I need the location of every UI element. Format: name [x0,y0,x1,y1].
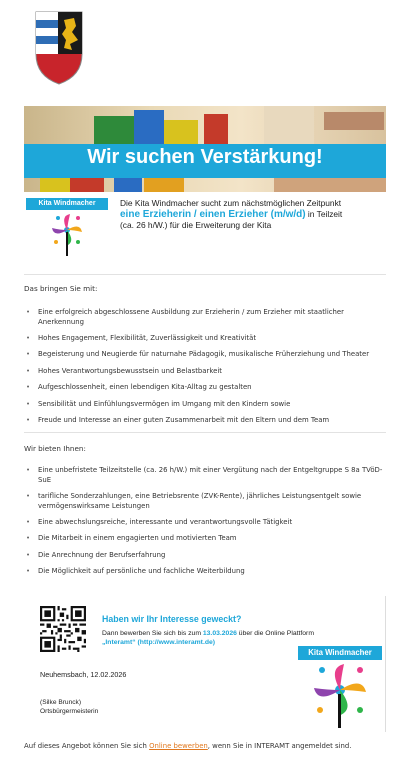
intro-line-1: Die Kita Windmacher sucht zum nächstmöglichen Zeitpunkt [120,198,342,208]
deadline-date: 13.03.2026 [202,630,237,637]
list-item: • Hohes Engagement, Flexibilität, Zuverlässigkeit und Kreativität [26,334,386,344]
list-item: • Freude und Interesse an einer guten Zusammenarbeit mit den Eltern und dem Team [26,416,386,426]
kita-logo-title: Kita Windmacher [26,198,108,210]
list-item: • Eine unbefristete Teilzeitstelle (ca. 26 h/W.) mit einer Vergütung nach der Entgeltgruppe S 8a TVöD-SuE [26,466,386,485]
pinwheel-icon [310,662,370,728]
list-item: • Hohes Verantwortungsbewusstsein und Belastbarkeit [26,367,386,377]
platform-link[interactable]: „Interamt“ (http://www.interamt.de) [102,639,216,646]
place-date: Neuhemsbach, 12.02.2026 [40,670,127,679]
signatory-name: (Silke Brunck) [40,699,82,706]
qr-code[interactable] [40,606,86,652]
benefits-heading: Wir bieten Ihnen: [24,444,86,453]
intro-line-3: (ca. 26 h/W.) für die Erweiterung der Kita [120,220,272,230]
signatory-role: Ortsbürgermeisterin [40,708,99,715]
municipality-coat-of-arms [34,10,84,86]
list-item: • Aufgeschlossenheit, einen lebendigen Kita-Alltag zu gestalten [26,383,386,393]
apply-instructions [102,629,352,647]
position-title: eine Erzieherin / einen Erzieher (m/w/d) [120,209,306,220]
requirements-list [26,308,386,432]
kita-logo-small [24,198,110,260]
banner-headline: Wir suchen Verstärkung! [87,146,323,168]
intro-text [120,198,390,231]
list-item: • tarifliche Sonderzahlungen, eine Betriebsrente (ZVK-Rente), jährliches Leistungsentgelt sowie vermögenswirksame Leistungen [26,492,386,511]
divider [24,432,386,433]
kita-logo-title: Kita Windmacher [298,646,382,660]
list-item: • Begeisterung und Neugierde für naturnahe Pädagogik, musikalische Früherziehung und Theater [26,350,386,360]
benefits-list [26,466,386,584]
list-item: • Eine erfolgreich abgeschlossene Ausbildung zur Erzieherin / zum Erzieher mit staatlicher Anerkennung [26,308,386,327]
footer-note [24,742,394,750]
kita-logo-large [298,646,382,728]
hero-banner [24,106,386,192]
apply-prefix: Dann bewerben Sie sich bis zum [102,630,203,637]
footer-prefix: Auf dieses Angebot können Sie sich [24,742,150,750]
divider [24,274,386,275]
intro-line-2-suffix: in Teilzeit [305,209,343,219]
list-item: • Sensibilität und Einfühlungsvermögen im Umgang mit den Kindern sowie [26,400,386,410]
list-item: • Die Möglichkeit auf persönliche und fachliche Weiterbildung [26,567,386,577]
apply-suffix: über die Online Plattform [236,630,314,637]
list-item: • Eine abwechslungsreiche, interessante und verantwortungsvolle Tätigkeit [26,518,386,528]
requirements-heading: Das bringen Sie mit: [24,284,98,293]
pinwheel-icon [50,212,84,256]
list-item: • Die Mitarbeit in einem engagierten und motivierten Team [26,534,386,544]
list-item: • Die Anrechnung der Berufserfahrung [26,551,386,561]
footer-suffix: , wenn Sie in INTERAMT angemeldet sind. [207,742,352,750]
interest-heading: Haben wir Ihr Interesse geweckt? [102,614,242,624]
apply-online-link[interactable]: Online bewerben [149,742,208,750]
